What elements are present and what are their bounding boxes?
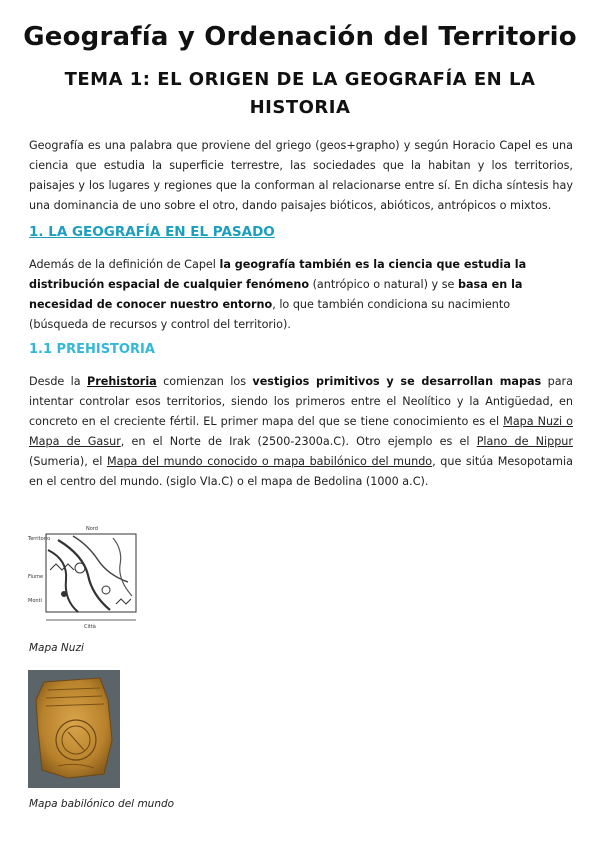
section-1-paragraph: [29, 255, 573, 335]
nuzi-label-north: Nord: [86, 526, 98, 532]
mapa-babilonico-link[interactable]: Mapa del mundo conocido o mapa babilónico del mundo: [106, 455, 433, 468]
document-subtitle: TEMA 1: EL ORIGEN DE LA GEOGRAFÍA EN LA HISTORIA: [64, 69, 536, 118]
plano-nippur-link[interactable]: Plano de Nippur: [476, 435, 573, 448]
bold-run: vestigios primitivos y se desarrollan mapas: [252, 375, 542, 388]
text-run: , lo que también condiciona su nacimiento (búsqueda de recursos y control del territorio).: [29, 298, 511, 331]
text-run: , en el Norte de Irak (2500-2300a.C). Otro ejemplo es el: [120, 435, 477, 448]
nuzi-label-territory: Territorio: [28, 536, 51, 542]
text-run: (Sumeria), el: [29, 455, 107, 468]
text-run: comienzan los: [156, 375, 253, 388]
text-run: Además de la definición de Capel: [29, 258, 220, 271]
nuzi-map-image: [28, 520, 154, 630]
prehistoria-link[interactable]: Prehistoria: [87, 375, 157, 388]
bold-run: basa en la necesidad de conocer nuestro entorno: [29, 278, 523, 311]
text-run: para intentar controlar esos territorios, siendo los primeros entre el Neolítico y la Antigüedad, en concreto en el creciente fértil. EL primer mapa del que se tiene conocimiento es el: [29, 375, 574, 428]
text-run: Desde la: [29, 375, 88, 388]
nuzi-label-city: Città: [84, 624, 96, 630]
mapa-nuzi-link[interactable]: Mapa Nuzi o Mapa de Gasur: [29, 415, 573, 448]
nuzi-label-river: Fiume: [28, 574, 44, 580]
section-1-1-paragraph: [29, 372, 573, 492]
nuzi-label-mountains: Monti: [28, 598, 42, 604]
text-run: , que sitúa Mesopotamia en el centro del mundo. (siglo VIa.C) o el mapa de Bedolina (1000 a.C).: [29, 455, 574, 488]
nuzi-caption: Mapa Nuzi: [29, 642, 84, 654]
document-title: Geografía y Ordenación del Territorio: [23, 22, 577, 52]
intro-paragraph: Geografía es una palabra que proviene del griego (geos+grapho) y según Horacio Capel es una ciencia que estudia la superficie terrestre, las sociedades que la habitan y los territorios, paisajes y los lugares y regiones que la conforman al relacionarse entre sí. En dicha síntesis hay una dominancia de uno sobre el otro, dando paisajes bióticos, abióticos, antrópicos o mixtos.: [29, 139, 573, 212]
babylonian-caption: Mapa babilónico del mundo: [29, 798, 175, 810]
section-1-1-heading: 1.1 PREHISTORIA: [29, 342, 155, 357]
bold-run: la geografía también es la ciencia que estudia la distribución espacial de cualquier fenómeno: [29, 258, 527, 291]
section-1-heading: 1. LA GEOGRAFÍA EN EL PASADO: [29, 224, 275, 240]
babylonian-map-image: [28, 670, 120, 788]
text-run: (antrópico o natural) y se: [309, 278, 458, 291]
